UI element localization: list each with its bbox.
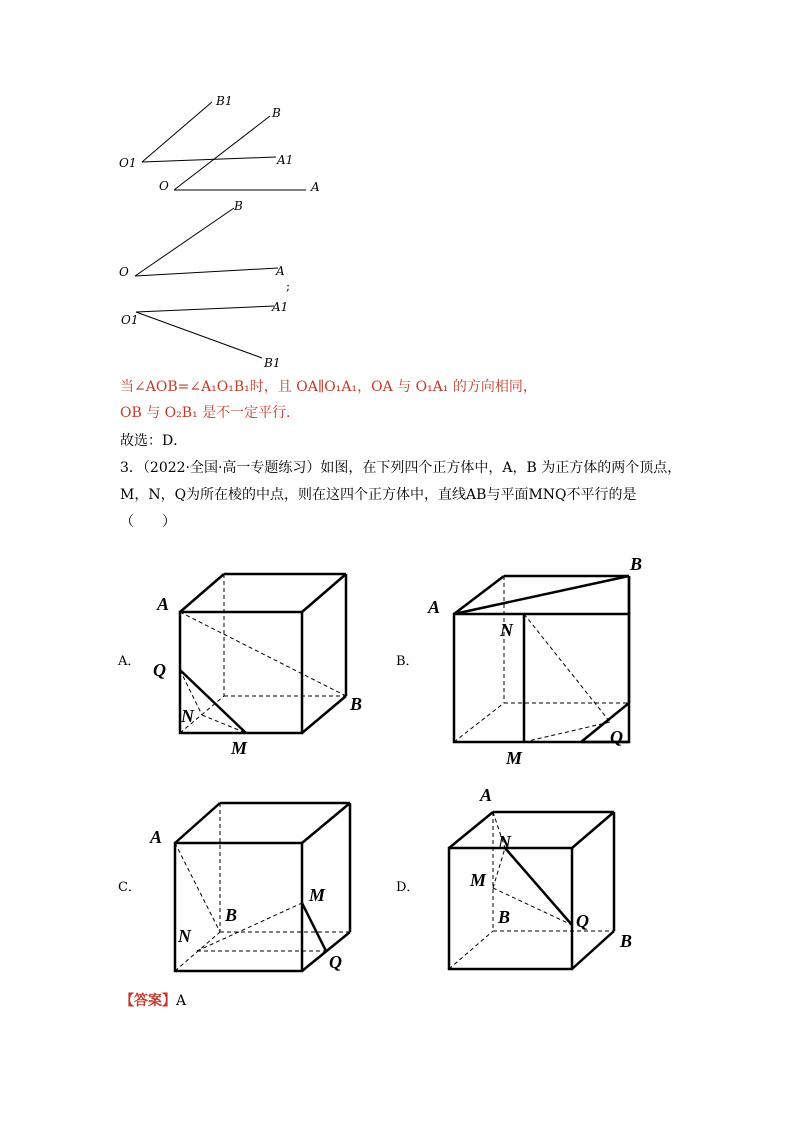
- answer-value: A: [176, 993, 187, 1009]
- question-line-2: M，N，Q为所在棱的中点，则在这四个正方体中，直线AB与平面MNQ不平行的是: [120, 487, 637, 503]
- cube-figure-c: [145, 790, 385, 990]
- label-a: A: [480, 785, 493, 805]
- option-d-label: D．: [396, 880, 420, 895]
- option-c-label: C．: [118, 880, 141, 895]
- label-b: B: [630, 554, 643, 574]
- conclusion: 故选：D．: [120, 433, 188, 449]
- segment-nq: [505, 848, 572, 925]
- angle-figure-2: [110, 196, 310, 374]
- ray-o1b1: [136, 312, 262, 358]
- label-b: B: [272, 106, 281, 120]
- ray-o1a1: [142, 157, 276, 162]
- label-o1: O1: [119, 156, 137, 170]
- label-o: O: [119, 265, 129, 279]
- label-q: Q: [576, 911, 589, 931]
- label-a1: A1: [277, 153, 294, 167]
- label-q: Q: [329, 952, 342, 972]
- label-b1: B1: [264, 356, 281, 370]
- label-q: Q: [610, 727, 623, 747]
- cube-figure-b: [420, 550, 660, 770]
- label-n: N: [178, 926, 191, 946]
- label-b: B: [498, 907, 511, 927]
- label-a: A: [311, 180, 320, 194]
- ray-o1a1: [136, 306, 274, 312]
- ray-ob: [135, 208, 234, 276]
- label-m: M: [506, 748, 523, 768]
- label-m: M: [470, 870, 487, 890]
- segment-mq: [302, 903, 326, 951]
- angle-figure-1: [110, 90, 340, 200]
- label-m: M: [309, 885, 326, 905]
- label-a: A: [150, 827, 163, 847]
- segment-ab: [175, 843, 220, 932]
- label-a: A: [276, 264, 285, 278]
- ray-o1b1: [142, 102, 212, 162]
- ray-oa: [135, 268, 278, 276]
- cube-figure-a: [145, 560, 385, 765]
- answer: [120, 990, 186, 1012]
- explanation-line-2: OB 与 O₂B₁ 是不一定平行．: [120, 405, 301, 421]
- semicolon: ;: [286, 279, 291, 293]
- explanation-line-1: 当∠AOB=∠A₁O₁B₁时，且 OA∥O₁A₁，OA 与 O₁A₁ 的方向相同，: [120, 379, 537, 395]
- label-b: B: [350, 694, 363, 714]
- ray-ob: [174, 116, 270, 190]
- question-line-1: 3．（2022·全国·高一专题练习）如图，在下列四个正方体中，A，B 为正方体的两个顶点，: [120, 460, 682, 476]
- label-n: N: [498, 832, 511, 852]
- question-line-3: （ ）: [120, 514, 176, 530]
- segment-ab: [180, 612, 346, 696]
- label-n: N: [181, 706, 194, 726]
- label-o: O: [159, 179, 169, 193]
- option-a-label: A．: [118, 654, 141, 669]
- label-b: B: [225, 905, 238, 925]
- answer-tag: 【答案】: [120, 993, 176, 1009]
- label-m: M: [231, 738, 248, 758]
- cube-figure-d: [420, 780, 660, 980]
- label-b: B: [234, 199, 243, 213]
- label-a1: A1: [272, 300, 289, 314]
- label-b1: B1: [216, 94, 233, 108]
- label-o1: O1: [121, 313, 139, 327]
- label-b-corner: B: [620, 931, 633, 951]
- label-a: A: [157, 594, 170, 614]
- label-q: Q: [153, 660, 166, 680]
- option-b-label: B．: [396, 654, 419, 669]
- label-a: A: [428, 597, 441, 617]
- label-n: N: [500, 620, 513, 640]
